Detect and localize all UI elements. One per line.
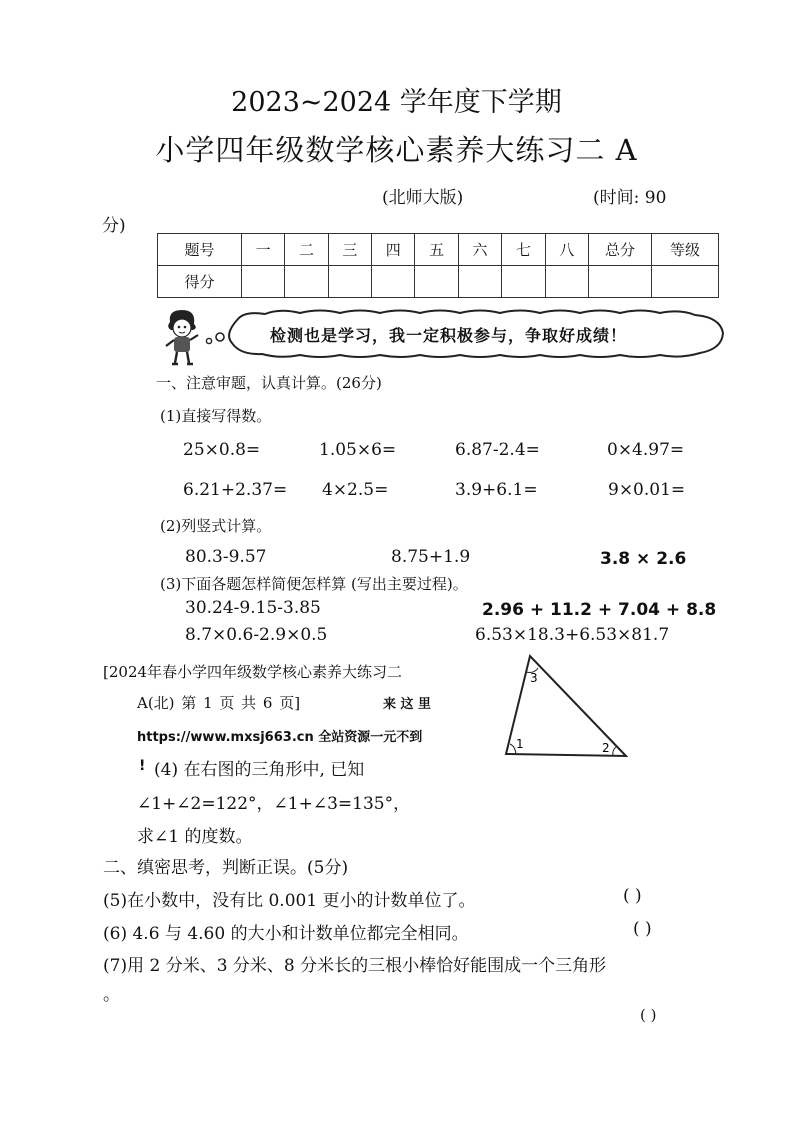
table-row — [158, 266, 719, 298]
q5-text: (5)在小数中，没有比 0.001 更小的计数单位了。 — [103, 891, 476, 911]
q1-expr: 0×4.97= — [607, 440, 685, 460]
q3-expr: 30.24-9.15-3.85 — [185, 598, 321, 618]
score-input-cell[interactable] — [328, 266, 371, 298]
table-cell: 一 — [241, 234, 284, 266]
q3-expr: 6.53×18.3+6.53×81.7 — [475, 625, 670, 645]
table-cell: 七 — [502, 234, 545, 266]
table-cell: 三 — [328, 234, 371, 266]
edition-label: (北师大版) — [382, 188, 464, 208]
table-row — [158, 234, 719, 266]
page-number-note: A(北) 第 1 页 共 6 页] — [137, 694, 301, 712]
triangle-figure — [498, 650, 633, 762]
exam-year-title: 2023~2024 学年度下学期 — [231, 87, 562, 118]
q2-expr: 80.3-9.57 — [185, 547, 267, 567]
q7-text-cont: 。 — [103, 985, 120, 1005]
q3-label: (3)下面各题怎样简便怎样算 (写出主要过程)。 — [160, 575, 468, 593]
q4-line1: (4) 在右图的三角形中, 已知 — [154, 760, 365, 780]
q1-expr: 1.05×6= — [319, 440, 397, 460]
promo-link[interactable]: https://www.mxsj663.cn 全站资源一元不到 — [137, 730, 423, 745]
score-input-cell[interactable] — [589, 266, 652, 298]
answer-bracket[interactable]: ( ) — [623, 886, 642, 906]
score-input-cell[interactable] — [652, 266, 719, 298]
q6-text: (6) 4.6 与 4.60 的大小和计数单位都完全相同。 — [103, 924, 469, 944]
answer-bracket[interactable]: ( ) — [633, 919, 652, 939]
q4-line2: ∠1+∠2=122°，∠1+∠3=135°， — [137, 794, 411, 814]
time-label-cont: 分) — [102, 216, 126, 236]
table-cell: 等级 — [652, 234, 719, 266]
score-table — [157, 233, 719, 298]
score-input-cell[interactable] — [545, 266, 588, 298]
score-input-cell[interactable] — [241, 266, 284, 298]
table-cell: 四 — [372, 234, 415, 266]
angle-label-2: 2 — [602, 741, 610, 755]
q1-expr: 6.21+2.37= — [183, 480, 288, 500]
promo-bang: ! — [139, 758, 146, 774]
answer-bracket[interactable]: ( ) — [640, 1006, 657, 1024]
banner-text: 检测也是学习，我一定积极参与，争取好成绩！ — [270, 326, 628, 345]
score-input-cell[interactable] — [285, 266, 328, 298]
score-input-cell[interactable] — [372, 266, 415, 298]
promo-text: 来 这 里 — [383, 697, 432, 712]
table-cell: 总分 — [589, 234, 652, 266]
q1-expr: 3.9+6.1= — [455, 480, 538, 500]
q3-expr: 8.7×0.6-2.9×0.5 — [185, 625, 328, 645]
q1-expr: 9×0.01= — [608, 480, 686, 500]
q2-expr: 8.75+1.9 — [391, 547, 471, 567]
q1-label: (1)直接写得数。 — [160, 407, 272, 425]
score-input-cell[interactable] — [458, 266, 501, 298]
table-cell: 二 — [285, 234, 328, 266]
angle-label-1: 1 — [516, 737, 524, 751]
table-cell: 得分 — [158, 266, 242, 298]
q2-expr: 3.8 × 2.6 — [600, 549, 687, 569]
table-cell: 八 — [545, 234, 588, 266]
section2-heading: 二、缜密思考，判断正误。(5分) — [103, 858, 349, 878]
q1-expr: 6.87-2.4= — [455, 440, 540, 460]
time-label: (时间: 90 — [593, 188, 667, 208]
cartoon-student-icon — [160, 308, 205, 366]
page-footer-note: [2024年春小学四年级数学核心素养大练习二 — [103, 663, 403, 681]
q7-text: (7)用 2 分米、3 分米、8 分米长的三根小棒恰好能围成一个三角形 — [103, 956, 607, 976]
exam-title: 小学四年级数学核心素养大练习二 A — [155, 133, 638, 167]
q4-line3: 求∠1 的度数。 — [137, 827, 253, 847]
table-cell: 题号 — [158, 234, 242, 266]
q1-expr: 25×0.8= — [183, 440, 261, 460]
angle-label-3: 3 — [530, 671, 538, 685]
score-input-cell[interactable] — [502, 266, 545, 298]
table-cell: 五 — [415, 234, 458, 266]
score-input-cell[interactable] — [415, 266, 458, 298]
section1-heading: 一、注意审题，认真计算。(26分) — [156, 374, 382, 392]
q1-expr: 4×2.5= — [322, 480, 389, 500]
table-cell: 六 — [458, 234, 501, 266]
q3-expr: 2.96 + 11.2 + 7.04 + 8.8 — [482, 600, 717, 620]
q2-label: (2)列竖式计算。 — [160, 517, 272, 535]
